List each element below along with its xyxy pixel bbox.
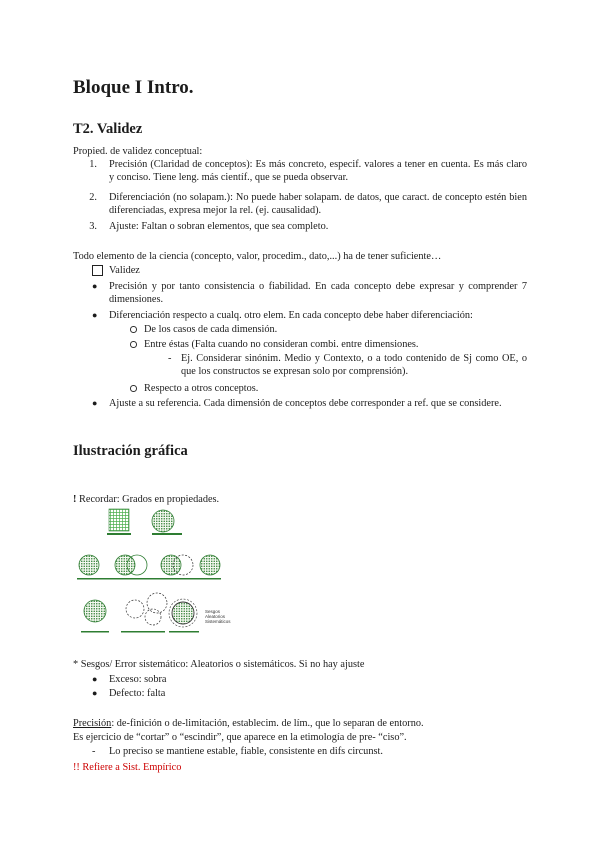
numbered-item: Precisión (Claridad de conceptos): Es más concreto, especif. valores a tener en cuenta. Es más claro y conciso. Tiene leng. más científ., que se pueda observar. [109, 159, 527, 183]
dash-marker: - [92, 746, 96, 757]
sub-bullet-item: De los casos de cada dimensión. [144, 324, 278, 335]
circle-bullet-icon [130, 385, 137, 392]
numbered-item: Ajuste: Faltan o sobran elementos, que sea completo. [109, 221, 329, 232]
precision-line [73, 717, 424, 730]
numbered-item: Diferenciación (no solapam.): No puede haber solapam. de datos, que caract. de concepto estén bien diferenciadas, expresa mejor la rel. (ej. causalidad). [109, 192, 527, 216]
dash-item: Ej. Considerar sinónim. Medio y Contexto, o a todo contenido de Sj como OE, o que los constructos se expresan solo por comprensión). [181, 353, 527, 377]
list-number: 1. [89, 159, 97, 170]
sesgos-line: * Sesgos/ Error sistemático: Aleatorios o sistemáticos. Si no hay ajuste [73, 659, 365, 670]
bullet-item: Defecto: falta [109, 688, 166, 699]
figure-row-1 [107, 509, 182, 535]
figure-row-3 [81, 593, 199, 633]
circle-bullet-icon [130, 326, 137, 333]
precision-label: Precisión [73, 718, 112, 729]
bullet-item: Precisión y por tanto consistencia o fiabilidad. En cada concepto debe expresar y comprender 7 dimensiones. [109, 281, 527, 305]
bullet-item: Diferenciación respecto a cualq. otro elem. En cada concepto debe haber diferenciación: [109, 310, 473, 321]
list-number: 3. [89, 221, 97, 232]
sub-bullet-item: Respecto a otros conceptos. [144, 383, 259, 394]
section-heading-ilustracion: Ilustración gráfica [73, 443, 188, 459]
bullet-item: Ajuste a su referencia. Cada dimensión de conceptos debe corresponder a ref. que se considere. [109, 398, 502, 409]
etymology-line: Es ejercicio de “cortar” o “escindir”, que aparece en la etimología de pre- “ciso”. [73, 732, 407, 743]
figure-caption: Sesgos Aleatorios Sistemáticos [205, 609, 231, 624]
list-number: 2. [89, 192, 97, 203]
circle-bullet-icon [130, 341, 137, 348]
page-title: Bloque I Intro. [73, 77, 194, 98]
figure-row-2 [77, 555, 221, 580]
checkbox-icon[interactable] [92, 265, 103, 276]
sub-bullet-item: Entre éstas (Falta cuando no consideran combi. entre dimensiones. [144, 339, 419, 350]
dash-marker: - [168, 353, 172, 364]
grados-figure [73, 505, 243, 640]
bullet-icon: ● [92, 688, 98, 698]
bullet-icon: ● [92, 398, 98, 408]
paragraph: Todo elemento de la ciencia (concepto, valor, procedim., dato,...) ha de tener suficiente… [73, 251, 442, 262]
note-mark: ! [73, 494, 77, 505]
dash-item: Lo preciso se mantiene estable, fiable, consistente en difs circunst. [109, 746, 383, 757]
checkbox-label: Validez [109, 265, 140, 276]
red-note: !! Refiere a Sist. Empírico [73, 762, 182, 773]
intro-text: Propied. de validez conceptual: [73, 146, 203, 157]
bullet-icon: ● [92, 281, 98, 291]
note-text: Recordar: Grados en propiedades. [79, 494, 220, 505]
precision-text: : de-finición o de-limitación, establecim. de lím., que lo separan de entorno. [111, 718, 424, 729]
section-heading-validez: T2. Validez [73, 121, 143, 137]
bullet-item: Exceso: sobra [109, 674, 167, 685]
bullet-icon: ● [92, 674, 98, 684]
bullet-icon: ● [92, 310, 98, 320]
